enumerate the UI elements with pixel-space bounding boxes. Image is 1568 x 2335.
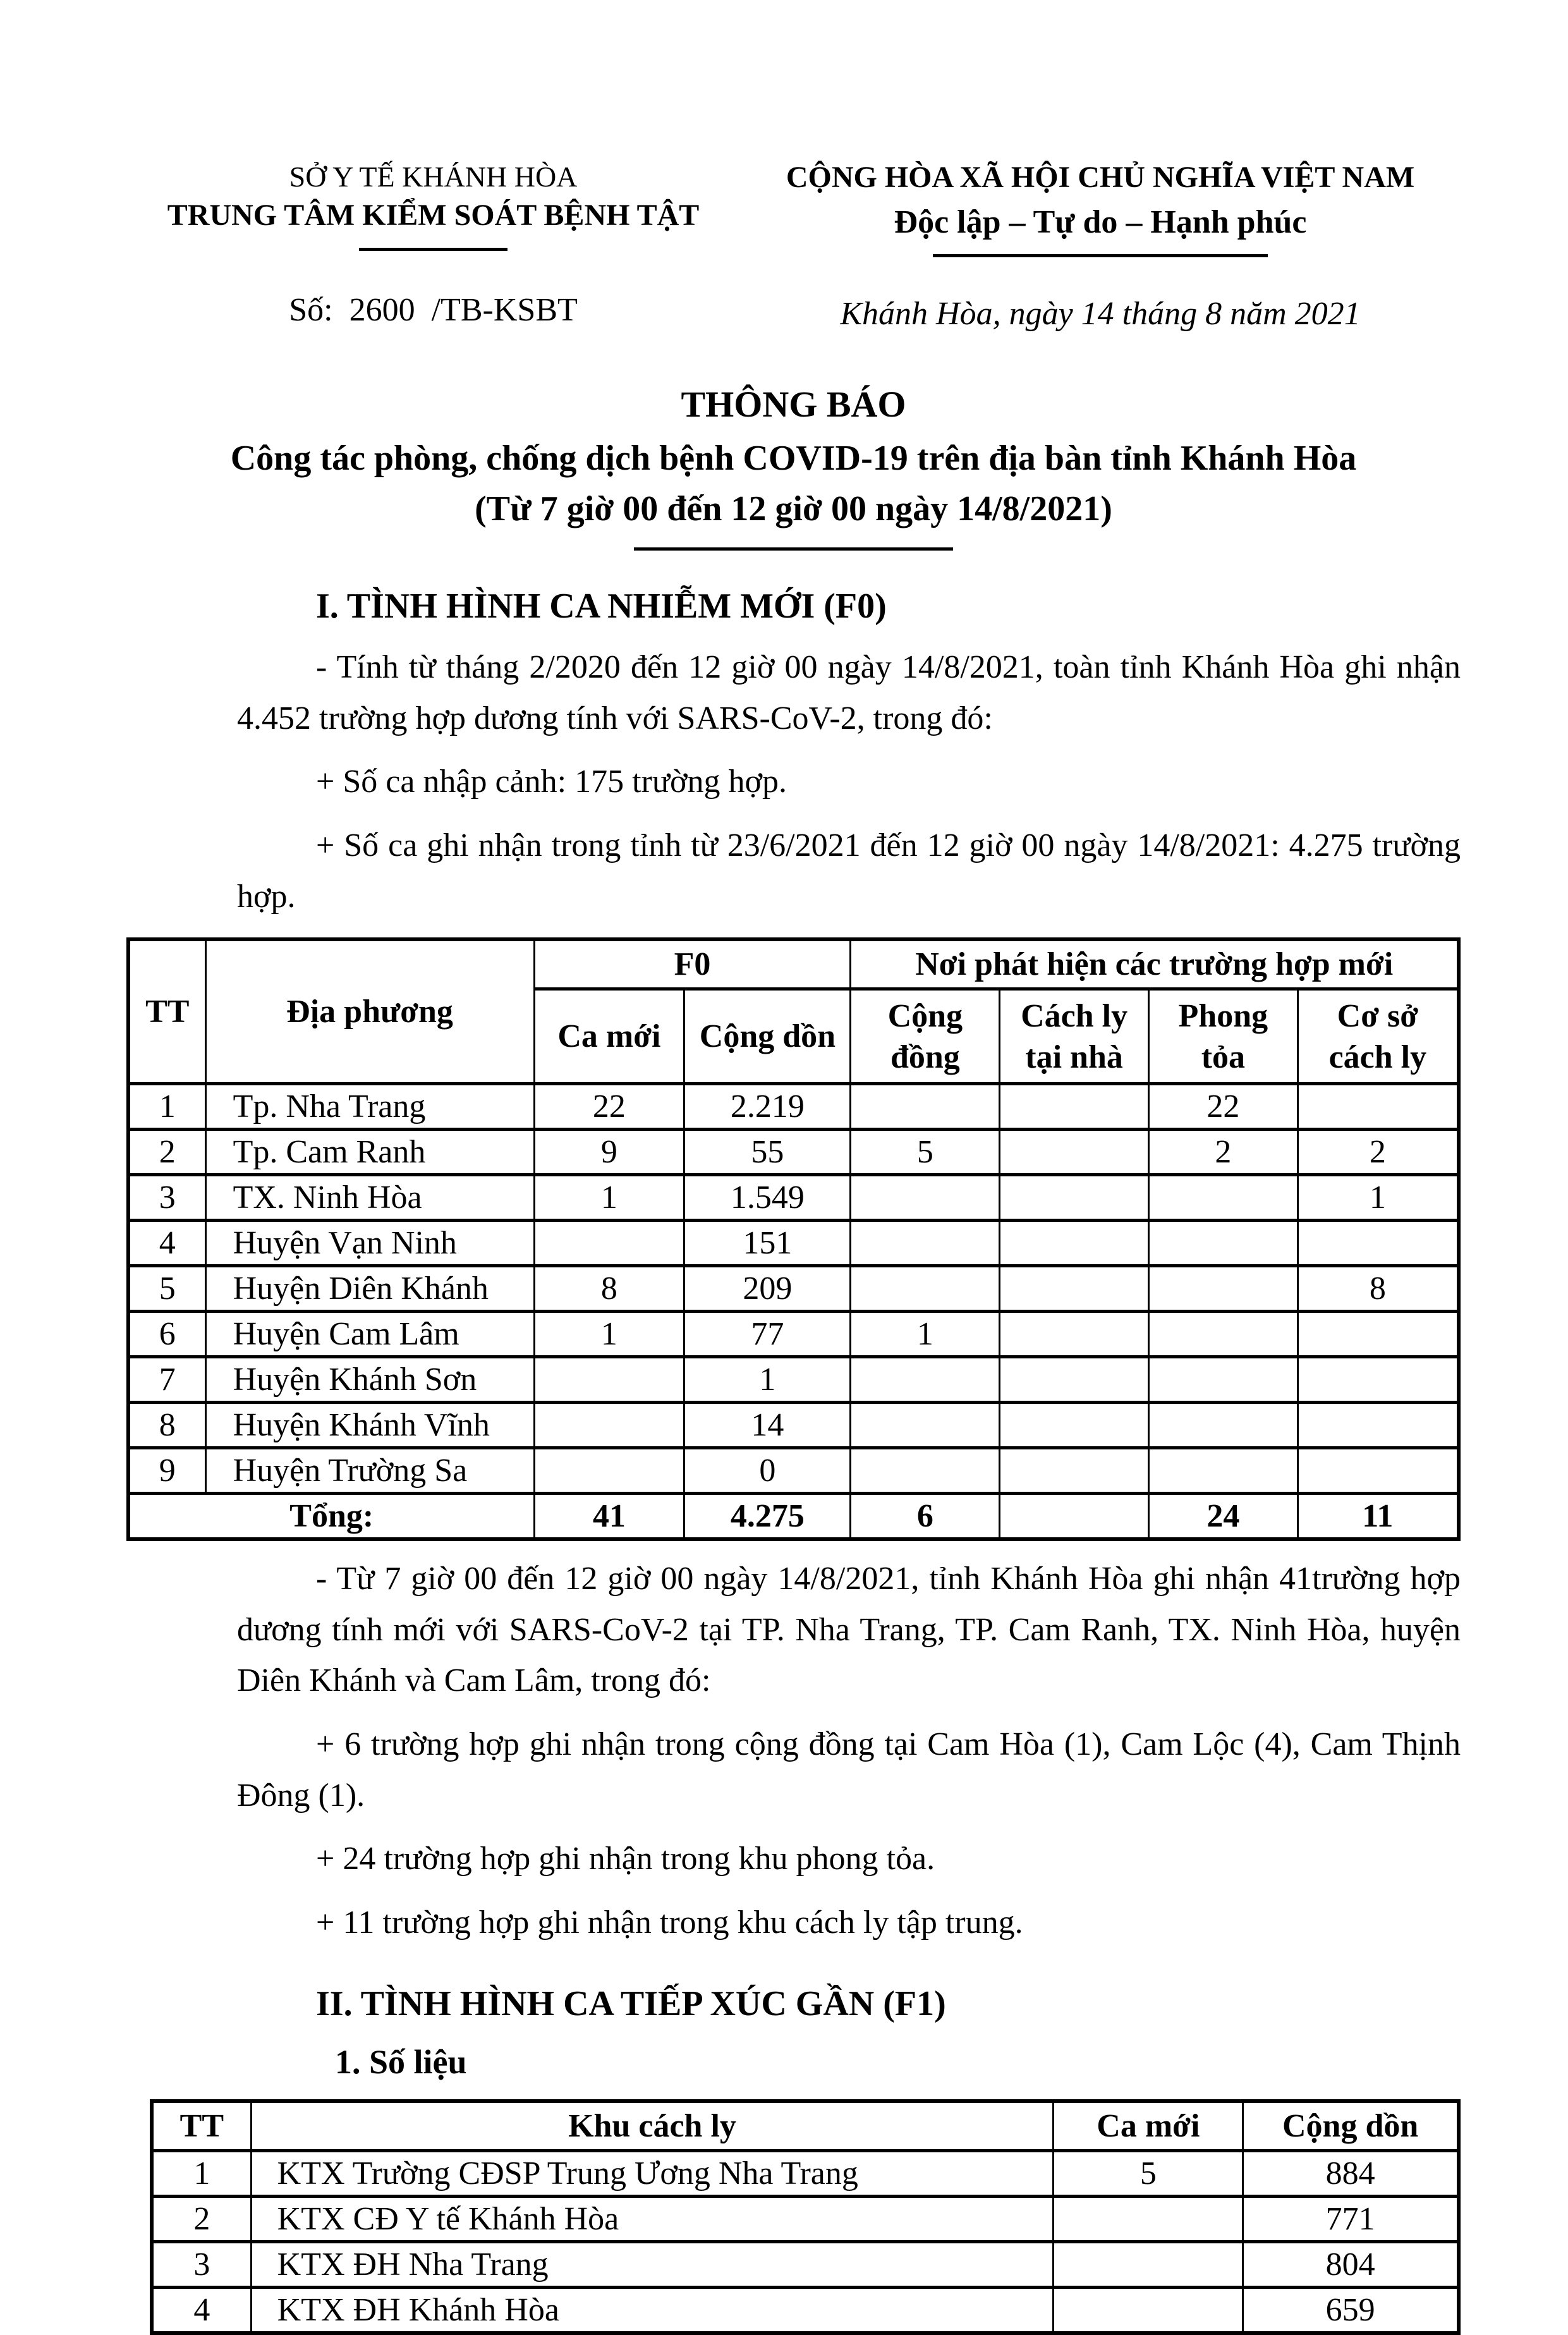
section-1-paragraph-1: - Tính từ tháng 2/2020 đến 12 giờ 00 ngày 14/8/2021, toàn tỉnh Khánh Hòa ghi nhận 4.452 trường hợp dương tính với SARS-CoV-2, trong đó: xyxy=(237,649,1461,736)
cell-cong-dong: 5 xyxy=(851,1130,1000,1175)
cell-cong-don: 1 xyxy=(684,1357,851,1403)
cell-ca-moi xyxy=(1054,2242,1243,2288)
section-1-paragraph-3: + Số ca ghi nhận trong tỉnh từ 23/6/2021 đến 12 giờ 00 ngày 14/8/2021: 4.275 trường hợp. xyxy=(237,827,1461,915)
cell-cach-ly-tai-nha xyxy=(1000,1084,1149,1130)
org-underline-rule xyxy=(359,248,507,251)
cell-cong-don: 209 xyxy=(684,1266,851,1312)
cell-cach-ly-tai-nha xyxy=(1000,1130,1149,1175)
col-header-cong-don: Cộng dồn xyxy=(684,989,851,1084)
table-row xyxy=(128,1130,1459,1175)
cell-ca-moi xyxy=(534,1357,684,1403)
national-title: CỘNG HÒA XÃ HỘI CHỦ NGHĨA VIỆT NAM xyxy=(786,161,1415,194)
after-table1-paragraph-1: - Từ 7 giờ 00 đến 12 giờ 00 ngày 14/8/2021, tỉnh Khánh Hòa ghi nhận 41trường hợp dương tính mới với SARS-CoV-2 tại TP. Nha Trang, TP. Cam Ranh, TX. Ninh Hòa, huyện Diên Khánh và Cam Lâm, trong đó: xyxy=(237,1561,1461,1699)
cell-cong-dong xyxy=(851,1357,1000,1403)
document-header xyxy=(126,158,1461,332)
cell-quarantine-area: KTX ĐH Nha Trang xyxy=(251,2242,1054,2288)
total-phong-toa: 24 xyxy=(1148,1494,1298,1540)
cell-cong-dong xyxy=(851,1403,1000,1448)
cell-cong-don: 2.219 xyxy=(684,1084,851,1130)
document-time-range: (Từ 7 giờ 00 đến 12 giờ 00 ngày 14/8/2021) xyxy=(475,489,1112,529)
cell-co-so-cach-ly xyxy=(1298,1084,1459,1130)
cell-tt: 3 xyxy=(128,1175,205,1221)
cell-cong-don: 0 xyxy=(684,1448,851,1494)
cell-tt: 7 xyxy=(128,1357,205,1403)
cell-locality: Huyện Vạn Ninh xyxy=(205,1221,534,1266)
col-header-tt: TT xyxy=(128,939,205,1084)
table-row xyxy=(152,2288,1459,2334)
cell-phong-toa: 22 xyxy=(1148,1084,1298,1130)
cell-phong-toa xyxy=(1148,1448,1298,1494)
cell-locality: Huyện Khánh Vĩnh xyxy=(205,1403,534,1448)
table-header-row xyxy=(128,939,1459,989)
total-co-so-cach-ly: 11 xyxy=(1298,1494,1459,1540)
table-row xyxy=(128,1266,1459,1312)
col-header-khu-cach-ly: Khu cách ly xyxy=(251,2101,1054,2151)
col-header-co-so-cach-ly: Cơ sở cách ly xyxy=(1298,989,1459,1084)
cell-locality: TX. Ninh Hòa xyxy=(205,1175,534,1221)
cell-co-so-cach-ly xyxy=(1298,1448,1459,1494)
cell-phong-toa xyxy=(1148,1266,1298,1312)
cell-cong-don: 884 xyxy=(1243,2151,1459,2197)
cell-phong-toa xyxy=(1148,1175,1298,1221)
table-row xyxy=(128,1448,1459,1494)
national-motto-block xyxy=(740,158,1461,332)
table-row xyxy=(128,1175,1459,1221)
cell-tt: 4 xyxy=(128,1221,205,1266)
cell-tt: 1 xyxy=(152,2151,251,2197)
col-header-ca-moi: Ca mới xyxy=(534,989,684,1084)
place-and-date: Khánh Hòa, ngày 14 tháng 8 năm 2021 xyxy=(840,295,1361,332)
document-title: THÔNG BÁO xyxy=(681,383,906,425)
cell-ca-moi: 22 xyxy=(534,1084,684,1130)
table-header-row xyxy=(152,2101,1459,2151)
cell-cong-dong xyxy=(851,1448,1000,1494)
cell-cong-don: 1.549 xyxy=(684,1175,851,1221)
cell-cach-ly-tai-nha xyxy=(1000,1312,1149,1357)
cell-ca-moi xyxy=(1054,2288,1243,2334)
table-row xyxy=(152,2151,1459,2197)
total-ca-moi: 41 xyxy=(534,1494,684,1540)
cell-locality: Huyện Cam Lâm xyxy=(205,1312,534,1357)
national-motto: Độc lập – Tự do – Hạnh phúc xyxy=(894,204,1307,241)
section-2-heading: II. TÌNH HÌNH CA TIẾP XÚC GẦN (F1) xyxy=(316,1984,946,2024)
f0-by-locality-table xyxy=(126,937,1461,1541)
cell-co-so-cach-ly: 1 xyxy=(1298,1175,1459,1221)
cell-co-so-cach-ly xyxy=(1298,1312,1459,1357)
cell-co-so-cach-ly: 2 xyxy=(1298,1130,1459,1175)
cell-tt: 2 xyxy=(128,1130,205,1175)
title-block xyxy=(126,382,1461,551)
col-header-tt: TT xyxy=(152,2101,251,2151)
cell-cong-don: 14 xyxy=(684,1403,851,1448)
cell-cach-ly-tai-nha xyxy=(1000,1357,1149,1403)
cell-phong-toa: 2 xyxy=(1148,1130,1298,1175)
cell-phong-toa xyxy=(1148,1221,1298,1266)
cell-cong-don: 77 xyxy=(684,1312,851,1357)
cell-tt: 2 xyxy=(152,2197,251,2242)
cell-locality: Huyện Khánh Sơn xyxy=(205,1357,534,1403)
total-cong-don: 4.275 xyxy=(684,1494,851,1540)
cell-quarantine-area: KTX ĐH Khánh Hòa xyxy=(251,2288,1054,2334)
cell-co-so-cach-ly: 8 xyxy=(1298,1266,1459,1312)
cell-phong-toa xyxy=(1148,1357,1298,1403)
cell-cong-dong xyxy=(851,1175,1000,1221)
cell-ca-moi xyxy=(534,1403,684,1448)
f1-quarantine-table xyxy=(150,2099,1461,2335)
total-cach-ly-tai-nha xyxy=(1000,1494,1149,1540)
cell-ca-moi: 8 xyxy=(534,1266,684,1312)
cell-tt: 5 xyxy=(128,1266,205,1312)
cell-cong-dong xyxy=(851,1221,1000,1266)
cell-ca-moi xyxy=(1054,2197,1243,2242)
org-name-line1: SỞ Y TẾ KHÁNH HÒA xyxy=(289,161,578,193)
cell-ca-moi xyxy=(534,1448,684,1494)
table-row xyxy=(128,1221,1459,1266)
cell-cong-don: 771 xyxy=(1243,2197,1459,2242)
cell-quarantine-area: KTX Trường CĐSP Trung Ương Nha Trang xyxy=(251,2151,1054,2197)
table-total-row xyxy=(128,1494,1459,1540)
cell-tt: 3 xyxy=(152,2242,251,2288)
cell-quarantine-area: KTX CĐ Y tế Khánh Hòa xyxy=(251,2197,1054,2242)
cell-locality: Tp. Cam Ranh xyxy=(205,1130,534,1175)
cell-tt: 8 xyxy=(128,1403,205,1448)
cell-tt: 4 xyxy=(152,2288,251,2334)
cell-cong-don: 151 xyxy=(684,1221,851,1266)
total-cong-dong: 6 xyxy=(851,1494,1000,1540)
cell-cong-dong xyxy=(851,1266,1000,1312)
section-1-paragraph-2: + Số ca nhập cảnh: 175 trường hợp. xyxy=(316,764,787,800)
col-header-cong-dong: Cộng đồng xyxy=(851,989,1000,1084)
document-subtitle: Công tác phòng, chống dịch bệnh COVID-19 trên địa bàn tỉnh Khánh Hòa xyxy=(230,439,1357,479)
cell-tt: 1 xyxy=(128,1084,205,1130)
cell-ca-moi xyxy=(534,1221,684,1266)
after-table1-paragraph-2: + 6 trường hợp ghi nhận trong cộng đồng tại Cam Hòa (1), Cam Lộc (4), Cam Thịnh Đông (1). xyxy=(237,1726,1461,1814)
col-header-dia-phuong: Địa phương xyxy=(205,939,534,1084)
section-1-heading: I. TÌNH HÌNH CA NHIỄM MỚI (F0) xyxy=(316,587,887,626)
col-header-cong-don: Cộng dồn xyxy=(1243,2101,1459,2151)
cell-ca-moi: 5 xyxy=(1054,2151,1243,2197)
cell-cong-dong xyxy=(851,1084,1000,1130)
cell-ca-moi: 9 xyxy=(534,1130,684,1175)
cell-co-so-cach-ly xyxy=(1298,1221,1459,1266)
section-2-subheading: 1. Số liệu xyxy=(335,2043,467,2082)
cell-locality: Tp. Nha Trang xyxy=(205,1084,534,1130)
after-table1-paragraph-4: + 11 trường hợp ghi nhận trong khu cách ly tập trung. xyxy=(316,1904,1023,1941)
document-number: Số: 2600 /TB-KSBT xyxy=(289,292,578,329)
col-header-cach-ly-tai-nha: Cách ly tại nhà xyxy=(1000,989,1149,1084)
cell-cach-ly-tai-nha xyxy=(1000,1266,1149,1312)
total-label: Tổng: xyxy=(128,1494,534,1540)
table-row xyxy=(128,1403,1459,1448)
cell-locality: Huyện Trường Sa xyxy=(205,1448,534,1494)
cell-tt: 6 xyxy=(128,1312,205,1357)
table-row xyxy=(152,2197,1459,2242)
cell-cach-ly-tai-nha xyxy=(1000,1403,1149,1448)
cell-phong-toa xyxy=(1148,1403,1298,1448)
table-row xyxy=(128,1312,1459,1357)
col-header-ca-moi: Ca mới xyxy=(1054,2101,1243,2151)
table-row xyxy=(152,2242,1459,2288)
title-underline-rule xyxy=(634,547,953,551)
issuing-org-block xyxy=(126,158,740,332)
cell-cong-don: 55 xyxy=(684,1130,851,1175)
cell-cach-ly-tai-nha xyxy=(1000,1221,1149,1266)
cell-cong-dong: 1 xyxy=(851,1312,1000,1357)
after-table1-paragraph-3: + 24 trường hợp ghi nhận trong khu phong tỏa. xyxy=(316,1841,935,1877)
cell-cong-don: 659 xyxy=(1243,2288,1459,2334)
cell-locality: Huyện Diên Khánh xyxy=(205,1266,534,1312)
cell-ca-moi: 1 xyxy=(534,1312,684,1357)
cell-cach-ly-tai-nha xyxy=(1000,1448,1149,1494)
cell-phong-toa xyxy=(1148,1312,1298,1357)
table-row xyxy=(128,1357,1459,1403)
cell-cach-ly-tai-nha xyxy=(1000,1175,1149,1221)
col-group-f0: F0 xyxy=(534,939,851,989)
col-group-noi-phat-hien: Nơi phát hiện các trường hợp mới xyxy=(851,939,1459,989)
cell-tt: 9 xyxy=(128,1448,205,1494)
cell-co-so-cach-ly xyxy=(1298,1357,1459,1403)
cell-cong-don: 804 xyxy=(1243,2242,1459,2288)
cell-co-so-cach-ly xyxy=(1298,1403,1459,1448)
cell-ca-moi: 1 xyxy=(534,1175,684,1221)
col-header-phong-toa: Phong tỏa xyxy=(1148,989,1298,1084)
table-row xyxy=(128,1084,1459,1130)
motto-underline-rule xyxy=(933,254,1268,257)
org-name-line2: TRUNG TÂM KIỂM SOÁT BỆNH TẬT xyxy=(167,198,700,232)
